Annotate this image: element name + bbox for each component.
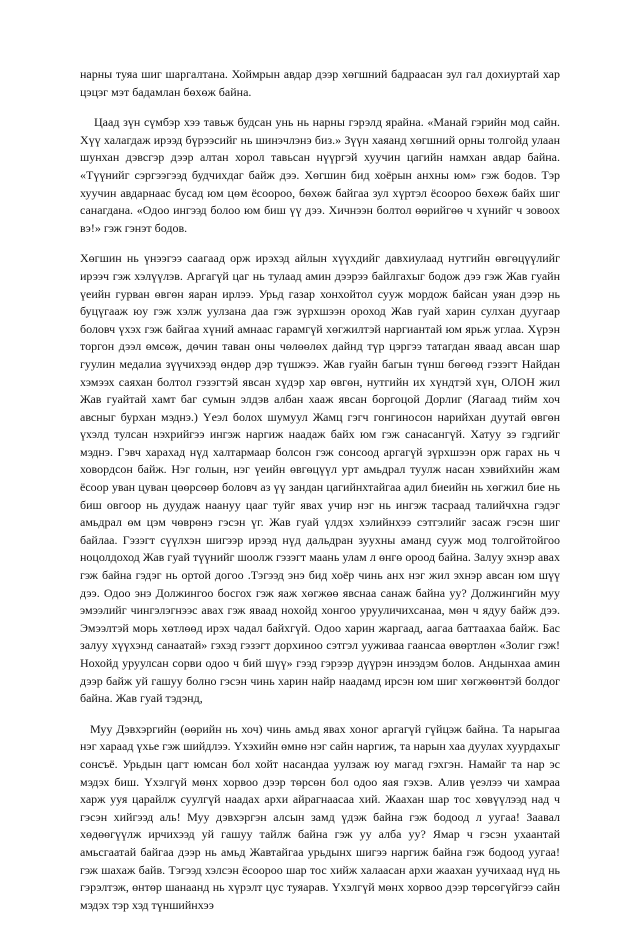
- paragraph-3: Хөгшин нь үнээгээ саагаад орж ирэхэд айлын хүүхдийг давхиулаад нутгийн өвгөцүүлийг ирээч гэж хэлүүлэв. Аргагүй цаг нь тулаад амин дээрээ байлгахыг бодож дээ гэж Жав гуайн үеийн гурван өвгөн яаран ирлээ. Урьд газар хонхойтол сууж мордож байсан уяан дээр нь буцүгааж юу гэж хэлж уулзана даа гэж зүрхшээн ороход Жав гуай харин сулхан дуугаар боловч үхэх гэж байгаа хүний амнаас гарамгүй хөгжилтэй наргиантай юм ярьж углаа. Хүрэн торгон дээл өмсөж, дөчин таван оны чөлөөлөх дайнд түр цэргээ татагдан яваад авсан шар гуулин медалиа зүүчихээд өндөр дэр түшжээ. Жав гуайн багын түнш бөгөөд гэзэгт Найдан хэмээх саяхан болтол гэзэгтэй явсан хүдэр хар өвгөн, нутгийн их хүндтэй хүн, ОЛОН жил Жав гуайтай хамт баг сумын элдэв албан хааж явсан боргоцой Дорлиг (Яагаад тийм хоч авсныг бурхан мэднэ.) Үеэл болох шумуул Жамц гэгч гонгиносон нарийхан дуутай өвгөн үхэлд тулсан нэхрийгээ ингэж наргиж наадаж байх юм гэж санасангүй. Хатуу зэ гэдгийг мэднэ. Гэвч харахад нүд халтармаар болсон гэж сонсоод аргагүй зүрхшээн орж гарах нь ч ховордсон байж. Нэг голын, нэг үеийн өвгөцүүл урт амьдрал туулж насан хэвийхийн жам ёсоор уван цуван цөөрсөөр боловч аз үү зандан цагийнхтайгаа адил биеийн нь хөгжил бие нь биш овгоор нь дуудаж наануу цааг туйг явах учир нэг нь ингэж тасраад талийчхна гэдэг амьдрал өм цэм чөврөнэ гэсэн үг. Жав гуай үлдэх хэлийнхээ сэтгэлийг засаж гэсэн шиг байлаа. Гэзэгт сүүлхэн шигээр ирээд нүд дальдран зуухны аманд сууж мод толгойтойгоо ноцолдоход Жав гуай түүнийг шоолж гэзэгт маань улам л өнгө ороод байна. Залуу эхнэр авах гэж байна гэдэг нь ортой догоо .Тэгээд энэ бид хоёр чинь анх нэг жил эхнэр авсан юм шүү дээ. Одоо энэ Должингоо босгох гэж яаж хөгжөө явснаа санаж байна уу? Должингийн муу эмээлийг чингэлэгнээс авах гэж яваад нохойд хонгоо урууличихсанаа, мөн ч ядуу байж дээ. Эмээлтэй морь хөтлөөд ирэх чадал байхгүй. Одоо харин жаргаад, аагаа баттаахаа байж. Бас залуу хүүхэнд санаатай» гэхэд гэзэгт дорхиноо сэтгэл ууживаа гаансаа өвөртлөн «Золиг гэж! Нохойд уруулсан сорви одоо ч бий шүү» гээд гэрээр дүүрэн инээдэм болов. Андынхаа амин дээр байж уй гашуу болно гэсэн чинь харин найр наадамд ирсэн юм шиг хөгжөөнтэй болдог байна. Жав гуай тэдэнд,: [80, 251, 560, 706]
- paragraph-1: нарны туяа шиг шаргалтана. Хоймрын авдар дээр хөгшний бадраасан зул гал дохиуртай хар цэцэг мэт бадамлан бөхөж байна.: [80, 67, 560, 99]
- paragraph-4: Муу Дэвхэргийн (өөрийн нь хоч) чинь амьд явах хоног аргагүй гүйцэж байна. Та нарыгаа нэг хараад үхье гэж шийдлээ. Үхэхийн өмнө нэг сайн наргиж, та нарын хаа дуулах хуурдахыг сонсъё. Урьдын цагт юмсан бол хойт насандаа уулзаж юу магад гэхгэн. Намайг та нар эс мэдэх биш. Үхэлгүй мөнх хорвоо дээр төрсөн бол одоо яая гэхэв. Алив үеэлээ чи хамраа харж ууя царайлж суулгүй наадах архи айрагнаасаа хий. Жаахан шар тос хөвүүлээд над ч гэсэн хийгээд аль! Муу дэвхэргэн алсын замд үдэж байна гэж бодоод л уугаа! Заавал хөдөөгүүлж ирчихээд уй гашуу тайлж байна гэж уу алба уу? Ямар ч гэсэн ухаантай амьсгаатай байгаа дээр нь амьд Жавтайгаа урьдынх шигээ наргиж байна гэж бодоод уугаа! гэж шахаж байв. Тэгээд хэлсэн ёсоороо шар тос хийж халаасан архи жаахан уучихаад нүд нь гэрэлтэж, өнтөр шанаанд нь хүрэлт цус туяарав. Үхэлгүй мөнх хорвоо дээр төрсөгүйгээ сайн мэдэх тэр хэд түншийнхээ: [80, 721, 560, 912]
- paragraph-2: Цаад зүн сүмбэр хээ тавьж будсан унь нь нарны гэрэлд ярайна. «Манай гэрийн мод сайн. Хүү халагдаж ирээд бүрээсийг нь шинэчлэнэ биз.» Зүүн хаяанд хөгшний орны толгойд улаан шунхан дэвсгэр дээр алтан хорол тавьсан нүүргэй хуучин цагийн намхан авдар байна. «Түүнийг сэргээгээд будчихдаг байж дээ. Хөгшин бид хоёрын анхны юм» гэж бодов. Тэр хуучин авдарнаас бусад юм цөм ёсоороо, бөхөж байгаа зул хүртэл ёсоороо бөхөж байх шиг санагдана. «Одоо ингээд болоо юм биш үү дээ. Хичнээн болтол өөрийгөө ч хүнийг ч зовоох вэ!» гэж гэнэт бодов.: [80, 115, 560, 235]
- document-page: [80, 66, 560, 927]
